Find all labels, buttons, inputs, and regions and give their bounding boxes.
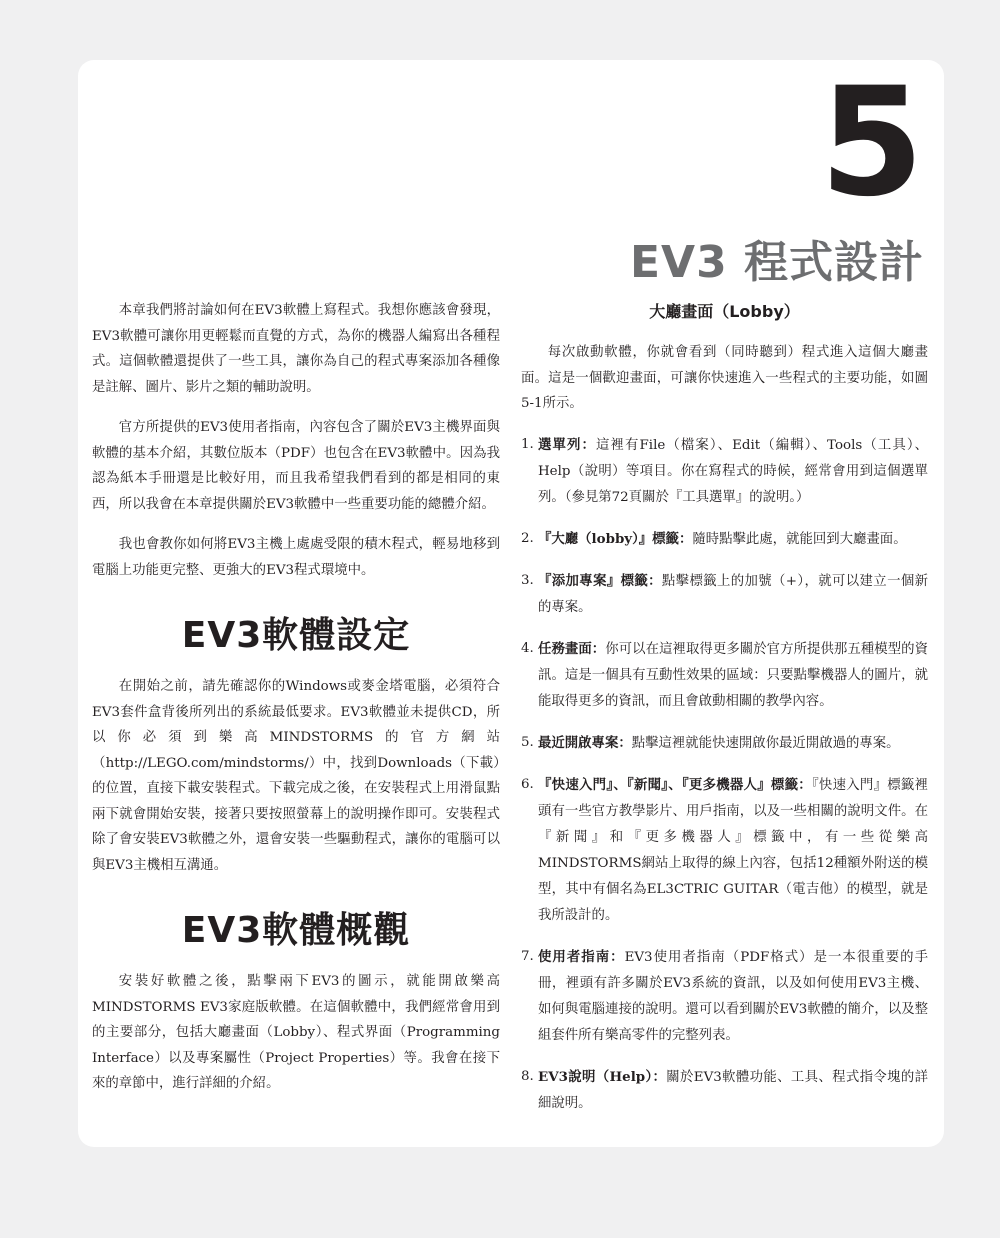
left-column — [92, 298, 500, 1112]
intro-paragraph: 我也會教你如何將EV3主機上處處受限的積木程式，輕易地移到電腦上功能更完整、更強大的EV3程式環境中。 — [92, 537, 500, 578]
list-item-term: 『快速入門』、『新聞』、『更多機器人』標籤： — [538, 776, 812, 793]
chapter-title: EV3 程式設計 — [629, 237, 924, 288]
list-item — [521, 432, 928, 511]
list-item-number: 5. — [521, 734, 534, 750]
subsection-heading-lobby: 大廳畫面（Lobby） — [649, 302, 800, 321]
list-item-term: 最近開啟專案： — [538, 734, 632, 751]
list-item-term: 『添加專案』標籤： — [538, 572, 662, 589]
list-item — [521, 1064, 928, 1117]
intro-paragraph: 本章我們將討論如何在EV3軟體上寫程式。我想你應該會發現，EV3軟體可讓你用更輕鬆而直覺的方式，為你的機器人編寫出各種程式。這個軟體還提供了一些工具，讓你為自己的程式專案添加各種像是註解、圖片、影片之類的輔助說明。 — [92, 303, 500, 395]
list-item-text: 關於EV3軟體功能、工具、程式指令塊的詳細說明。 — [538, 1069, 928, 1111]
list-item-text: 這裡有File（檔案）、Edit（編輯）、Tools（工具）、Help（說明）等項目。你在寫程式的時候，經常會用到這個選單列。（參見第72頁關於『工具選單』的說明。） — [538, 437, 929, 505]
list-item — [521, 772, 928, 929]
list-item-number: 7. — [521, 948, 534, 964]
section-heading-setup: EV3軟體設定 — [181, 615, 411, 656]
list-item-number: 2. — [521, 530, 534, 546]
list-item-term: EV3說明（Help）： — [538, 1068, 667, 1085]
list-item-text: 隨時點擊此處，就能回到大廳畫面。 — [692, 531, 907, 547]
overview-paragraph: 安裝好軟體之後，點擊兩下EV3的圖示，就能開啟樂高MINDSTORMS EV3家庭版軟體。在這個軟體中，我們經常會用到的主要部分，包括大廳畫面（Lobby）、程式界面（Programming Interface）以及專案屬性（Project Properties）等。我會在接下來的章節中，進行詳細的介紹。 — [92, 974, 500, 1091]
setup-paragraph: 在開始之前，請先確認你的Windows或麥金塔電腦，必須符合EV3套件盒背後所列出的系統最低要求。EV3軟體並未提供CD，所以你必須到樂高MINDSTORMS的官方網站（http://LEGO.com/mindstorms/）中，找到Downloads（下載）的位置，直接下載安裝程式。下載完成之後，在安裝程式上用滑鼠點兩下就會開始安裝，接著只要按照螢幕上的說明操作即可。安裝程式除了會安裝EV3軟體之外，還會安裝一些驅動程式，讓你的電腦可以與EV3主機相互溝通。 — [92, 679, 500, 873]
list-item-term: 使用者指南： — [538, 948, 625, 965]
list-item-text: 『快速入門』標籤裡頭有一些官方教學影片、用戶指南，以及一些相關的說明文件。在『新聞』和『更多機器人』標籤中，有一些從樂高MINDSTORMS網站上取得的線上內容，包括12種額外附送的模型，其中有個名為EL3CTRIC GUITAR（電吉他）的模型，就是我所設計的。 — [538, 777, 928, 923]
lobby-paragraph: 每次啟動軟體，你就會看到（同時聽到）程式進入這個大廳畫面。這是一個歡迎畫面，可讓你快速進入一些程式的主要功能，如圖5-1所示。 — [521, 345, 928, 411]
list-item-term: 選單列： — [538, 436, 596, 453]
list-item — [521, 636, 928, 715]
right-column — [521, 298, 928, 1132]
list-item — [521, 730, 928, 757]
list-item-number: 8. — [521, 1068, 534, 1084]
lobby-feature-list — [521, 432, 928, 1117]
chapter-number: 5 — [819, 56, 920, 230]
section-heading-overview: EV3軟體概觀 — [181, 910, 411, 951]
list-item-number: 4. — [521, 640, 534, 656]
page — [78, 56, 944, 1147]
list-item-number: 1. — [521, 436, 534, 452]
list-item-text: 點擊標籤上的加號（+），就可以建立一個新的專案。 — [538, 573, 928, 615]
list-item-term: 『大廳（lobby）』標籤： — [538, 530, 693, 547]
list-item-text: EV3使用者指南（PDF格式）是一本很重要的手冊，裡頭有許多關於EV3系統的資訊，以及如何使用EV3主機、如何與電腦連接的說明。還可以看到關於EV3軟體的簡介，以及整組套件所有樂高零件的完整列表。 — [538, 949, 928, 1043]
list-item-text: 你可以在這裡取得更多關於官方所提供那五種模型的資訊。這是一個具有互動性效果的區域：只要點擊機器人的圖片，就能取得更多的資訊，而且會啟動相關的教學內容。 — [538, 641, 929, 709]
list-item-term: 任務畫面： — [538, 640, 606, 657]
list-item — [521, 568, 928, 621]
list-item — [521, 526, 928, 553]
list-item-number: 3. — [521, 572, 534, 588]
list-item-text: 點擊這裡就能快速開啟你最近開啟過的專案。 — [631, 735, 900, 751]
intro-paragraph: 官方所提供的EV3使用者指南，內容包含了關於EV3主機界面與軟體的基本介紹，其數位版本（PDF）也包含在EV3軟體中。因為我認為紙本手冊還是比較好用，而且我希望我們看到的都是相同的東西，所以我會在本章提供關於EV3軟體中一些重要功能的總體介紹。 — [92, 420, 500, 512]
list-item-number: 6. — [521, 776, 534, 792]
list-item — [521, 944, 928, 1049]
